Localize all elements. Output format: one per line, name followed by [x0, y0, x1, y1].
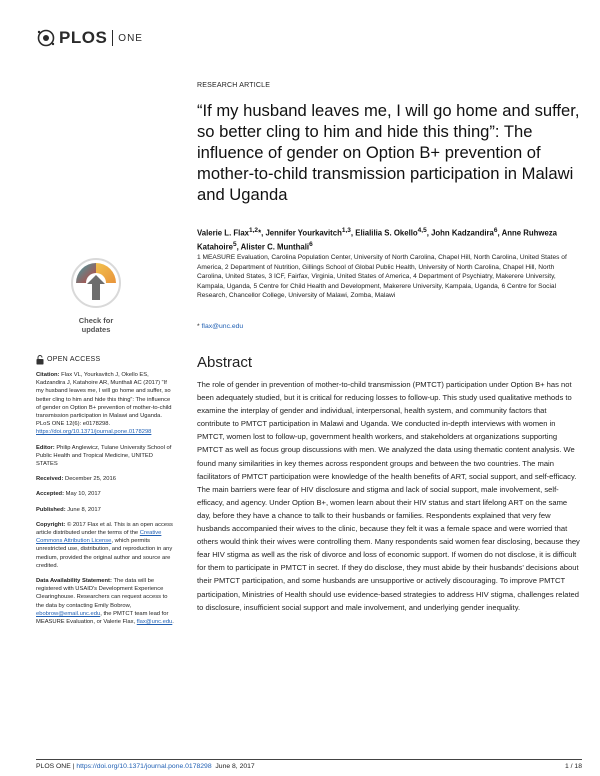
footer-date: June 8, 2017 [215, 763, 255, 770]
article-sidebar [36, 355, 176, 633]
journal-name: ONE [118, 32, 143, 44]
author-affil-sup: 1,2 [249, 227, 259, 234]
editor-label: Editor: [36, 444, 55, 451]
footer-doi-link[interactable]: https://doi.org/10.1371/journal.pone.0178298 [76, 763, 212, 770]
article-title: “If my husband leaves me, I will go home and suffer, so better cling to him and hide this thing”: The influence of gender on Option B+ prevention of mother-to-child transmission participation in Malawi and Uganda [197, 101, 580, 204]
accepted-label: Accepted: [36, 491, 65, 498]
received-label: Received: [36, 476, 64, 483]
abstract-text: The role of gender in prevention of mother-to-child transmission (PMTCT) participation under Option B+ has not been adequately studied, but it is critical for reducing losses to follow-up. This study used qualitative methods to examine the interplay of gender and individual, interpersonal, health system, and community factors that contribute to PMTCT participation in Malawi and Uganda. We conducted in-depth interviews with women in PMTCT, women lost to follow-up, government health workers, and stakeholders at organizations supporting PMTCT as well as focus group discussions with men. We analyzed the data using thematic content analysis. We found many similarities in key themes across respondent groups and between the two countries. The main facilitators of PMTCT participation were knowledge of the health benefits of ART, social support, and self-efficacy. The main barriers were fear of HIV disclosure and stigma and lack of social support, male involvement, self-efficacy, and agency. Under Option B+, women learn about their HIV status and start lifelong ART on the same day, before they have a chance to talk to their husbands or families. Respondents explained that very few husbands accompanied their wives to the clinic, because they felt it was a female space and were worried that others would think their wives were controlling them. Many respondents said women fear disclosing, because they fear HIV stigma as well as the risk of divorce and loss of economic support. If women do not disclose, it is difficult for them to participate in PMTCT in secret. If they do disclose, they must abide by their husbands’ decisions about their PMTCT participation, and some husbands are unsupportive or actively discouraging. To improve PMTCT participation, Ministries of Health should use evidence-based strategies to address HIV stigma, challenges related to disclosure, insufficient social support and male involvement, and underlying gender inequality. [197, 380, 580, 612]
footer-divider [36, 759, 582, 760]
data-availability-text-2: , the PMTCT team lead for MEASURE Evaluation, or Valerie Flax, [36, 610, 169, 626]
contact-email-link[interactable]: ebobrow@email.unc.edu [36, 610, 101, 617]
accepted-block [36, 490, 176, 498]
footer-citation [36, 763, 255, 770]
copyright-label: Copyright: [36, 521, 66, 528]
check-for-updates-badge[interactable] [69, 256, 123, 334]
copyright-text-end: , which permits unrestricted use, distribution, and reproduction in any medium, provided the original author and source are credited. [36, 538, 173, 569]
abstract-heading: Abstract [197, 354, 253, 371]
citation-block [36, 371, 176, 437]
footer-journal: PLOS ONE [36, 763, 71, 770]
editor-text: Philip Anglewicz, Tulane University School of Public Health and Tropical Medicine, UNITED STATES [36, 444, 172, 468]
open-access-label: OPEN ACCESS [36, 355, 176, 365]
plos-logo [36, 28, 143, 48]
data-availability-label: Data Availability Statement: [36, 578, 112, 585]
author-affil-sup: 1,3 [341, 227, 351, 234]
author-affil-sup: 6 [493, 227, 498, 234]
footer-separator: | [72, 763, 75, 770]
author-name[interactable]: Elialilia S. Okello [355, 228, 418, 238]
contact-email-link-2[interactable]: flax@unc.edu [136, 619, 173, 626]
published-block [36, 506, 176, 514]
author-name[interactable]: Jennifer Yourkavitch [265, 228, 342, 238]
author-name[interactable]: Alister C. Munthali [240, 242, 310, 252]
editor-block [36, 444, 176, 469]
data-availability-text-3: . [172, 619, 174, 626]
logo-text: PLOS [59, 28, 108, 47]
page-number: 1 / 18 [564, 763, 582, 770]
published-date: June 8, 2017 [67, 506, 101, 513]
affiliations: 1 MEASURE Evaluation, Carolina Population Center, University of North Carolina, Chapel Hill, North Carolina, United States of America, 2 Department of Nutrition, Gillings School of Global Public Health, University of North Carolina, Chapel Hill, North Carolina, United States, 3 ICF, Fairfax, Virginia, United States of America, 4 Department of Psychiatry, Makerere University, Kampala, Uganda, 5 Centre for Child Health and Development, Makerere University, Kampala, Uganda, 6 Centre for Social Research, Chancellor College, University of Malawi, Zomba, Malawi [197, 254, 567, 300]
copyright-text: © 2017 Flax et al. This is an open access article distributed under the terms of the [36, 521, 173, 537]
corresponding-email [197, 323, 243, 330]
citation-label: Citation: [36, 372, 60, 378]
plos-logo-mark-icon [36, 28, 56, 48]
author-affil-sup: 6 [309, 240, 313, 248]
accepted-date: May 10, 2017 [65, 491, 101, 498]
copyright-block [36, 521, 176, 570]
email-marker: * [197, 323, 200, 330]
corresponding-marker: * [258, 228, 262, 238]
citation-doi-link[interactable]: https://doi.org/10.1371/journal.pone.0178298 [36, 429, 152, 436]
license-link[interactable]: Creative Commons Attribution License [36, 530, 162, 545]
author-affil-sup: 5 [232, 240, 237, 248]
article-type: RESEARCH ARTICLE [197, 82, 271, 89]
author-affil-sup: 4,5 [417, 227, 427, 234]
logo-separator [112, 30, 113, 46]
author-name[interactable]: Valerie L. Flax [197, 228, 250, 238]
received-date: December 25, 2016 [65, 476, 116, 483]
check-for-updates-label: Check for updates [78, 316, 114, 334]
data-availability-text: The data will be registered with USAID's Development Experience Clearinghouse. Researchers can request access to the data by contacting Emily Bobrow, [36, 578, 168, 609]
open-lock-icon [36, 355, 44, 365]
author-name[interactable]: Anne Ruhweza Katahoire [197, 228, 558, 252]
check-for-updates-icon [69, 256, 123, 310]
citation-text: Flax VL, Yourkavitch J, Okello ES, Kadzandira J, Katahoire AR, Munthali AC (2017) “If my husband leaves me, I will go home and suffer, so better cling to him and hide this thing”: The influence of gender on Option B+ prevention of mother-to-child transmission participation in Malawi and Uganda. PLoS ONE 12(6): e0178298. [36, 372, 172, 428]
received-block [36, 475, 176, 483]
author-list: Valerie L. Flax$^{1,2}$*, Jennifer Yourkavitch$^{1,3}$, Elialilia S. Okello$^{4,5}$, John Kadzandira$^6$, Anne Ruhweza Katahoire$^5$, Alister C. Munthali$^6$ [197, 227, 558, 252]
author-name[interactable]: John Kadzandira [431, 228, 494, 238]
data-availability-block [36, 577, 176, 626]
email-link[interactable]: flax@unc.edu [201, 323, 244, 330]
published-label: Published: [36, 506, 66, 513]
